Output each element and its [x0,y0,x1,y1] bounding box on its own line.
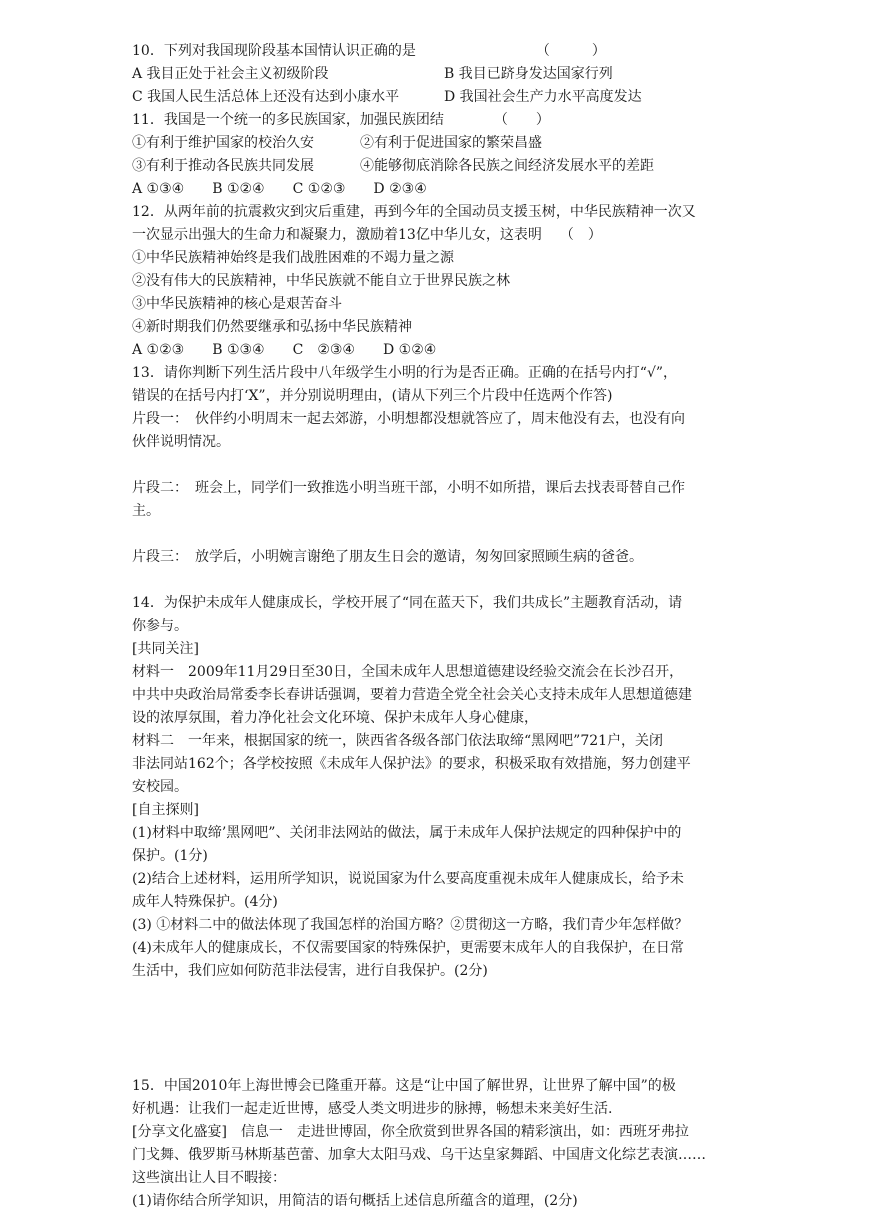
question-11-options: A ①③④ B ①②④ C ①②③ D ②③④ [132,181,427,197]
sub-question-3: (3) ①材料二中的做法体现了我国怎样的治国方略？②贯彻这一方略，我们青少年怎样做？ [132,917,689,933]
question-13-stem-line1: 13．请你判断下列生活片段中八年级学生小明的行为是否正确。正确的在括号内打“√”， [132,365,678,381]
sub-question-1: (1)请你结合所学知识，用简洁的语句概括上述信息所蕴含的道理，(2分) [132,1193,578,1209]
material-2-line3: 安校园。 [132,779,188,795]
answer-space [132,569,742,592]
question-15-stem-line2: 好机遇：让我们一起走近世博，感受人类文明进步的脉搏，畅想未来美好生活. [132,1101,613,1117]
item-2: ②有利于促进国家的繁荣昌盛 [360,135,542,151]
section-heading-focus: [共同关注] [132,641,199,657]
question-12-stem-line2 [132,224,742,247]
material-1-line3: 设的浓厚氛围，着力净化社会文化环境、保护未成年人身心健康， [132,710,538,726]
question-10-options-row1 [132,63,742,86]
answer-paren: （ ） [535,43,606,59]
question-10-text: 10．下列对我国现阶段基本国情认识正确的是 [132,43,416,59]
sub-question-2-line1: (2)结合上述材料，运用所学知识，说说国家为什么要高度重视未成年人健康成长，给予未 [132,871,684,887]
fragment-1-line1: 片段一： 伙伴约小明周末一起去郊游，小明想都没想就答应了，周末他没有去，也没有向 [132,411,685,427]
question-12-stem-line1: 12．从两年前的抗震救灾到灾后重建，再到今年的全国动员支援玉树，中华民族精神一次又 [132,204,696,220]
sub-question-1-line1: (1)材料中取缔’黑网吧”、关闭非法网站的做法，属于未成年人保护法规定的四种保护中的 [132,825,682,841]
answer-paren: （ ） [559,227,602,243]
fragment-2-line2: 主。 [132,503,160,519]
question-12-text: 一次显示出强大的生命力和凝聚力，激励着13亿中华儿女，这表明 [132,227,542,243]
material-1-line2: 中共中央政治局常委李长春讲话强调，要着力营造全党全社会关心支持未成年人思想道德建 [132,687,692,703]
item-2: ②没有伟大的民族精神，中华民族就不能自立于世界民族之林 [132,273,510,289]
sub-question-4-line1: (4)未成年人的健康成长，不仅需要国家的特殊保护，更需要末成年人的自我保护，在日常 [132,940,684,956]
item-3: ③中华民族精神的核心是艰苦奋斗 [132,296,342,312]
info-1-line2: 门戈舞、俄罗斯马林斯基芭蕾、加拿大太阳马戏、乌干达皇家舞蹈、中国唐文化综艺表演…… [132,1147,706,1163]
question-15-stem-line1: 15．中国2010年上海世博会已隆重开幕。这是“让中国了解世界，让世界了解中国”的极 [132,1078,676,1094]
question-10-stem [132,40,742,63]
answer-space [132,523,742,546]
question-11-text: 11．我国是一个统一的多民族国家，加强民族团结 [132,112,444,128]
question-13-stem-line2: 错误的在括号内打‘X”，并分别说明理由，(请从下列三个片段中任选两个作答) [132,388,613,404]
question-10-options-row2 [132,86,742,109]
question-11-items-row2 [132,155,742,178]
question-11-stem [132,109,742,132]
option-a: A 我目正处于社会主义初级阶段 [132,66,329,82]
item-3: ③有利于推动各民族共同发展 [132,158,314,174]
fragment-1-line2: 伙伴说明情况。 [132,434,230,450]
item-1: ①有利于维护国家的校治久安 [132,135,314,151]
question-12-options: A ①②③ B ①③④ C ②③④ D ①②④ [132,342,437,358]
item-1: ①中华民族精神始终是我们战胜困难的不竭力量之源 [132,250,454,266]
answer-paren: （ ） [493,112,550,128]
section-heading-explore: [自主探则] [132,802,199,818]
sub-question-1-line2: 保护。(1分) [132,848,208,864]
material-2-line2: 非法同站162个；各学校按照《未成年人保护法》的要求，积极采取有效措施，努力创建平 [132,756,691,772]
option-d: D 我国社会生产力水平高度发达 [444,89,642,105]
fragment-3-line1: 片段三： 放学后，小明婉言谢绝了朋友生日会的邀请，匆匆回家照顾生病的爸爸。 [132,549,643,565]
item-4: ④新时期我们仍然要继承和弘扬中华民族精神 [132,319,412,335]
sub-question-4-line2: 生活中，我们应如何防范非法侵害，进行自我保护。(2分) [132,963,488,979]
exam-page [132,40,742,1213]
info-1-line3: 这些演出让人目不暇接： [132,1170,286,1186]
option-c: C 我国人民生活总体上还没有达到小康水平 [132,89,400,105]
info-1-line1: [分享文化盛宴] 信息一 走进世博固，你全欣赏到世界各国的精彩演出，如：西班牙弗拉 [132,1124,689,1140]
answer-space [132,454,742,477]
material-2-line1: 材料二 一年来，根据国家的统一，陕西省各级各部门依法取缔“黑网吧”721户，关闭 [132,733,664,749]
option-b: B 我目已跻身发达国家行列 [444,66,613,82]
material-1-line1: 材料一 2009年11月29日至30日，全国未成年人思想道德建设经验交流会在长沙召开， [132,664,684,680]
fragment-2-line1: 片段二： 班会上，同学们一致推选小明当班干部，小明不如所措，课后去找表哥替自己作 [132,480,685,496]
item-4: ④能够彻底消除各民族之间经济发展水平的差距 [360,158,654,174]
sub-question-2-line2: 成年人特殊保护。(4分) [132,894,278,910]
answer-space [132,983,742,1052]
answer-space [132,1052,742,1075]
question-14-stem-line2: 你参与。 [132,618,188,634]
question-14-stem-line1: 14．为保护未成年人健康成长，学校开展了“同在蓝天下，我们共成长”主题教育活动，请 [132,595,683,611]
question-11-items-row1 [132,132,742,155]
